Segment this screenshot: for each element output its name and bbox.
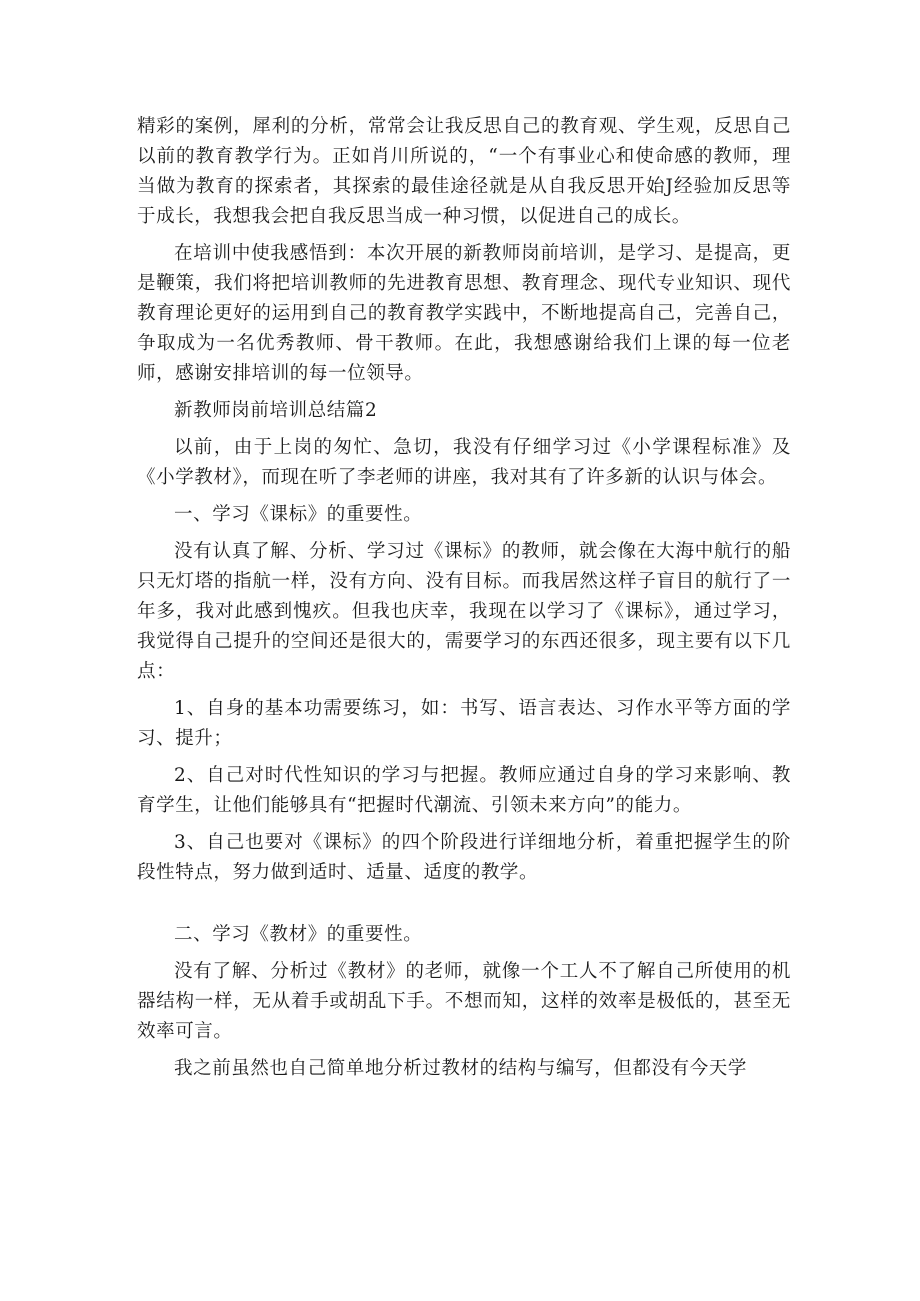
paragraph-textbook: 没有了解、分析过《教材》的老师，就像一个工人不了解自己所使用的机器结构一样，无从着手或胡乱下手。不想而知，这样的效率是极低的，甚至无效率可言。 [137, 961, 791, 1042]
section-title: 新教师岗前培训总结篇2 [174, 400, 378, 421]
paragraph-reflection: 精彩的案例，犀利的分析，常常会让我反思自己的教育观、学生观，反思自己以前的教育教学行为。正如肖川所说的，“一个有事业心和使命感的教师，理当做为教育的探索者，其探索的最佳途径就是从自我反思开始J经验加反思等于成长，我想我会把自我反思当成一种习惯，以促进自己的成长。 [137, 116, 791, 227]
paragraph-continued: 我之前虽然也自己简单地分析过教材的结构与编写，但都没有今天学 [174, 1058, 748, 1079]
list-item-point-3: 3、自己也要对《课标》的四个阶段进行详细地分析，着重把握学生的阶段性特点，努力做到适时、适量、适度的教学。 [137, 832, 791, 883]
list-item-point-1: 1、自身的基本功需要练习，如：书写、语言表达、习作水平等方面的学习、提升； [137, 698, 791, 749]
paragraph-curriculum-standard: 没有认真了解、分析、学习过《课标》的教师，就会像在大海中航行的船只无灯塔的指航一样，没有方向、没有目标。而我居然这样子盲目的航行了一年多，我对此感到愧疚。但我也庆幸，我现在以学习了《课标》，通过学习，我觉得自己提升的空间还是很大的，需要学习的东西还很多，现主要有以下几点： [137, 541, 791, 682]
list-item-point-2: 2、自己对时代性知识的学习与把握。教师应通过自身的学习来影响、教育学生，让他们能够具有“把握时代潮流、引领未来方向”的能力。 [137, 765, 791, 816]
paragraph-intro: 以前，由于上岗的匆忙、急切，我没有仔细学习过《小学课程标准》及《小学教材》，而现在听了李老师的讲座，我对其有了许多新的认识与体会。 [137, 437, 791, 488]
paragraph-training-insight: 在培训中使我感悟到：本次开展的新教师岗前培训，是学习、是提高，更是鞭策，我们将把培训教师的先进教育思想、教育理念、现代专业知识、现代教育理论更好的运用到自己的教育教学实践中，不断地提高自己，完善自己，争取成为一名优秀教师、骨干教师。在此，我想感谢给我们上课的每一位老师，感谢安排培训的每一位领导。 [137, 243, 791, 384]
section-spacer [137, 888, 791, 920]
document-body [137, 112, 791, 1084]
heading-textbook: 二、学习《教材》的重要性。 [174, 924, 423, 945]
heading-curriculum-standard: 一、学习《课标》的重要性。 [174, 504, 423, 525]
